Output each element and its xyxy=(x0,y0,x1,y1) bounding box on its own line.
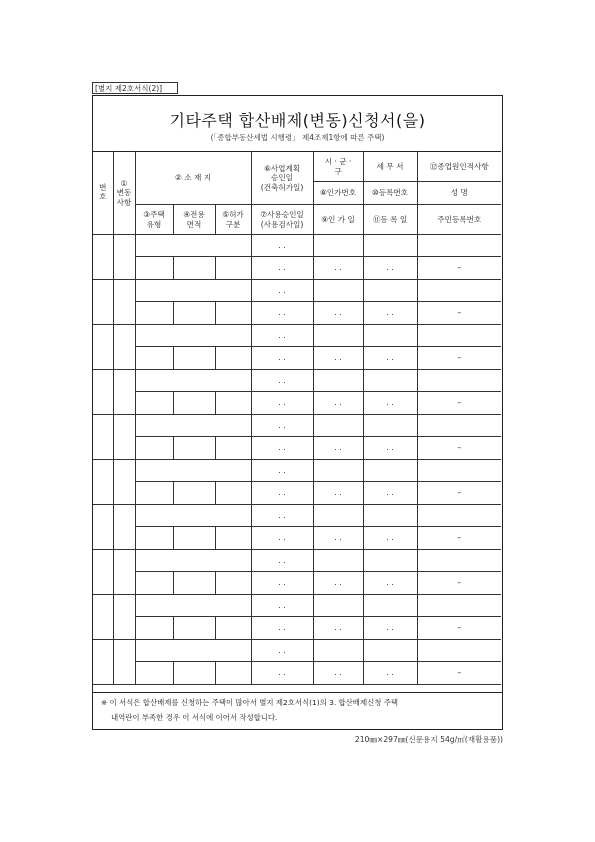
entry-row-bottom xyxy=(93,437,501,460)
entry-house-type-cell[interactable] xyxy=(135,347,173,370)
entry-location-cell[interactable] xyxy=(135,640,251,662)
entry-change-cell[interactable] xyxy=(113,550,135,595)
entry-reg-date-cell[interactable]: . . xyxy=(363,617,417,640)
entry-name-cell[interactable] xyxy=(417,595,501,617)
entry-change-cell[interactable] xyxy=(113,235,135,280)
entry-use-approval-date-cell[interactable]: . . xyxy=(251,662,313,685)
entry-house-type-cell[interactable] xyxy=(135,527,173,550)
form-number-tag: [별지 제2호서식(2)] xyxy=(92,82,178,94)
entry-row-top xyxy=(93,460,501,482)
entry-row-top xyxy=(93,640,501,662)
entry-permit-date-cell[interactable]: . . xyxy=(313,257,363,280)
form-frame xyxy=(92,95,503,730)
entry-name-cell[interactable] xyxy=(417,325,501,347)
entry-permit-date-cell[interactable]: . . xyxy=(313,347,363,370)
entry-approval-date-cell[interactable]: . . xyxy=(251,460,313,482)
header-number: 번호 xyxy=(93,152,113,235)
entry-reg-no-cell[interactable] xyxy=(363,640,417,662)
entry-name-cell[interactable] xyxy=(417,550,501,572)
entry-name-cell[interactable] xyxy=(417,280,501,302)
entry-resident-no-cell[interactable]: – xyxy=(417,257,501,280)
entry-number-cell[interactable] xyxy=(93,415,113,460)
entry-house-type-cell[interactable] xyxy=(135,257,173,280)
entry-area-cell[interactable] xyxy=(173,572,215,595)
entry-permit-no-cell[interactable] xyxy=(313,505,363,527)
entry-permit-no-cell[interactable] xyxy=(313,370,363,392)
entry-resident-no-cell[interactable]: – xyxy=(417,302,501,325)
entry-row-top xyxy=(93,325,501,347)
entry-row-top xyxy=(93,370,501,392)
entry-change-cell[interactable] xyxy=(113,460,135,505)
entry-permit-type-cell[interactable] xyxy=(215,527,251,550)
header-approval-date: ⑥사업계획 승인일 (건축허가일) xyxy=(251,152,313,205)
entry-row-bottom xyxy=(93,662,501,685)
header-house-type: ③주택 유형 xyxy=(135,205,173,235)
entry-reg-date-cell[interactable]: . . xyxy=(363,572,417,595)
entry-permit-date-cell[interactable]: . . xyxy=(313,617,363,640)
entry-resident-no-cell[interactable]: – xyxy=(417,437,501,460)
entry-row-bottom xyxy=(93,302,501,325)
entry-reg-date-cell[interactable]: . . xyxy=(363,347,417,370)
entry-resident-no-cell[interactable]: – xyxy=(417,617,501,640)
entry-reg-date-cell[interactable]: . . xyxy=(363,662,417,685)
entry-house-type-cell[interactable] xyxy=(135,662,173,685)
entry-permit-no-cell[interactable] xyxy=(313,595,363,617)
entry-permit-type-cell[interactable] xyxy=(215,617,251,640)
entry-name-cell[interactable] xyxy=(417,640,501,662)
entry-reg-no-cell[interactable] xyxy=(363,550,417,572)
entry-reg-date-cell[interactable]: . . xyxy=(363,392,417,415)
entry-permit-type-cell[interactable] xyxy=(215,392,251,415)
entry-house-type-cell[interactable] xyxy=(135,437,173,460)
entry-permit-date-cell[interactable]: . . xyxy=(313,437,363,460)
entry-reg-date-cell[interactable]: . . xyxy=(363,302,417,325)
entry-location-cell[interactable] xyxy=(135,550,251,572)
entry-change-cell[interactable] xyxy=(113,370,135,415)
entry-area-cell[interactable] xyxy=(173,437,215,460)
entry-permit-date-cell[interactable]: . . xyxy=(313,482,363,505)
note-line-1: ※ 이 서식은 합산배제를 신청하는 주택이 많아서 별지 제2호서식(1)의 3. 합산배제신청 주택 xyxy=(101,698,398,707)
entry-approval-date-cell[interactable]: . . xyxy=(251,325,313,347)
header-location: ② 소 재 지 xyxy=(135,152,251,205)
entry-resident-no-cell[interactable]: – xyxy=(417,392,501,415)
entry-approval-date-cell[interactable]: . . xyxy=(251,280,313,302)
entry-permit-type-cell[interactable] xyxy=(215,257,251,280)
entry-row-top xyxy=(93,235,501,257)
entry-use-approval-date-cell[interactable]: . . xyxy=(251,347,313,370)
entry-approval-date-cell[interactable]: . . xyxy=(251,370,313,392)
header-area: ④전용 면적 xyxy=(173,205,215,235)
entry-number-cell[interactable] xyxy=(93,595,113,640)
entry-change-cell[interactable] xyxy=(113,595,135,640)
entry-number-cell[interactable] xyxy=(93,550,113,595)
entry-area-cell[interactable] xyxy=(173,257,215,280)
entry-row-top xyxy=(93,505,501,527)
entry-reg-date-cell[interactable]: . . xyxy=(363,482,417,505)
entry-approval-date-cell[interactable]: . . xyxy=(251,235,313,257)
entry-approval-date-cell[interactable]: . . xyxy=(251,550,313,572)
entry-permit-no-cell[interactable] xyxy=(313,640,363,662)
entry-house-type-cell[interactable] xyxy=(135,302,173,325)
header-permit-type: ⑤허가 구분 xyxy=(215,205,251,235)
entry-reg-date-cell[interactable]: . . xyxy=(363,437,417,460)
form-note xyxy=(93,692,502,728)
entry-reg-date-cell[interactable]: . . xyxy=(363,527,417,550)
entry-area-cell[interactable] xyxy=(173,527,215,550)
entry-number-cell[interactable] xyxy=(93,370,113,415)
entry-area-cell[interactable] xyxy=(173,662,215,685)
entry-permit-type-cell[interactable] xyxy=(215,437,251,460)
header-change: ① 변동 사항 xyxy=(113,152,135,235)
entry-location-cell[interactable] xyxy=(135,235,251,257)
entry-change-cell[interactable] xyxy=(113,325,135,370)
entry-row-bottom xyxy=(93,257,501,280)
entry-house-type-cell[interactable] xyxy=(135,617,173,640)
entry-reg-no-cell[interactable] xyxy=(363,325,417,347)
form-title: 기타주택 합산배제(변동)신청서(을) xyxy=(169,111,426,130)
entry-row-bottom xyxy=(93,572,501,595)
header-reg-no: ⑩등록번호 xyxy=(363,182,417,205)
entry-reg-no-cell[interactable] xyxy=(363,460,417,482)
entry-location-cell[interactable] xyxy=(135,505,251,527)
entry-row-bottom xyxy=(93,392,501,415)
entry-change-cell[interactable] xyxy=(113,415,135,460)
entry-use-approval-date-cell[interactable]: . . xyxy=(251,302,313,325)
entry-row-top xyxy=(93,415,501,437)
application-table xyxy=(93,151,501,685)
header-resident-no: 주민등록번호 xyxy=(417,205,501,235)
entry-permit-no-cell[interactable] xyxy=(313,325,363,347)
entry-row-bottom xyxy=(93,482,501,505)
entry-permit-date-cell[interactable]: . . xyxy=(313,572,363,595)
entry-resident-no-cell[interactable]: – xyxy=(417,572,501,595)
entry-row-top xyxy=(93,550,501,572)
entry-use-approval-date-cell[interactable]: . . xyxy=(251,257,313,280)
entry-location-cell[interactable] xyxy=(135,325,251,347)
entry-row-bottom xyxy=(93,347,501,370)
header-sigungu: 시 · 군 · 구 xyxy=(313,152,363,182)
entry-permit-date-cell[interactable]: . . xyxy=(313,302,363,325)
entry-location-cell[interactable] xyxy=(135,370,251,392)
entry-name-cell[interactable] xyxy=(417,415,501,437)
entry-reg-date-cell[interactable]: . . xyxy=(363,257,417,280)
entry-permit-type-cell[interactable] xyxy=(215,482,251,505)
entry-use-approval-date-cell[interactable]: . . xyxy=(251,527,313,550)
entry-use-approval-date-cell[interactable]: . . xyxy=(251,617,313,640)
entry-row-bottom xyxy=(93,617,501,640)
entry-name-cell[interactable] xyxy=(417,235,501,257)
entry-reg-no-cell[interactable] xyxy=(363,415,417,437)
entry-change-cell[interactable] xyxy=(113,505,135,550)
entry-use-approval-date-cell[interactable]: . . xyxy=(251,482,313,505)
entry-resident-no-cell[interactable]: – xyxy=(417,482,501,505)
entry-house-type-cell[interactable] xyxy=(135,572,173,595)
note-line-2: 내역란이 부족한 경우 이 서식에 이어서 작성합니다. xyxy=(111,713,278,722)
form-subtitle: (「종합부동산세법 시행령」 제4조제1항에 따른 주택) xyxy=(210,133,385,142)
header-name: 성 명 xyxy=(417,182,501,205)
entry-use-approval-date-cell[interactable]: . . xyxy=(251,392,313,415)
entry-number-cell[interactable] xyxy=(93,325,113,370)
paper-spec: 210㎜×297㎜(신문용지 54g/㎡(재활용품)) xyxy=(354,735,503,744)
entry-number-cell[interactable] xyxy=(93,505,113,550)
entry-location-cell[interactable] xyxy=(135,415,251,437)
header-permit-date: ⑨인 가 일 xyxy=(313,205,363,235)
entry-location-cell[interactable] xyxy=(135,280,251,302)
header-tax-office: 세 무 서 xyxy=(363,152,417,182)
entry-permit-no-cell[interactable] xyxy=(313,415,363,437)
entry-resident-no-cell[interactable]: – xyxy=(417,527,501,550)
entry-area-cell[interactable] xyxy=(173,302,215,325)
entry-reg-no-cell[interactable] xyxy=(363,280,417,302)
entry-reg-no-cell[interactable] xyxy=(363,505,417,527)
header-permit-no: ⑧인가번호 xyxy=(313,182,363,205)
entry-permit-date-cell[interactable]: . . xyxy=(313,662,363,685)
entry-house-type-cell[interactable] xyxy=(135,392,173,415)
header-use-approval-date: ⑦사용승인일 (사용검사일) xyxy=(251,205,313,235)
entry-resident-no-cell[interactable]: – xyxy=(417,662,501,685)
entry-permit-no-cell[interactable] xyxy=(313,550,363,572)
entry-area-cell[interactable] xyxy=(173,482,215,505)
entry-change-cell[interactable] xyxy=(113,640,135,685)
entry-permit-type-cell[interactable] xyxy=(215,302,251,325)
entry-house-type-cell[interactable] xyxy=(135,482,173,505)
entry-number-cell[interactable] xyxy=(93,280,113,325)
entry-area-cell[interactable] xyxy=(173,617,215,640)
entry-reg-no-cell[interactable] xyxy=(363,370,417,392)
entry-location-cell[interactable] xyxy=(135,595,251,617)
entry-row-bottom xyxy=(93,527,501,550)
entry-reg-no-cell[interactable] xyxy=(363,235,417,257)
entry-permit-type-cell[interactable] xyxy=(215,662,251,685)
entry-permit-type-cell[interactable] xyxy=(215,347,251,370)
entry-use-approval-date-cell[interactable]: . . xyxy=(251,437,313,460)
entry-approval-date-cell[interactable]: . . xyxy=(251,595,313,617)
entry-area-cell[interactable] xyxy=(173,392,215,415)
header-employee: ⑫종업원인적사항 xyxy=(417,152,501,182)
entry-name-cell[interactable] xyxy=(417,370,501,392)
entry-approval-date-cell[interactable]: . . xyxy=(251,415,313,437)
entry-permit-type-cell[interactable] xyxy=(215,572,251,595)
entry-reg-no-cell[interactable] xyxy=(363,595,417,617)
entry-name-cell[interactable] xyxy=(417,460,501,482)
entry-number-cell[interactable] xyxy=(93,460,113,505)
entry-approval-date-cell[interactable]: . . xyxy=(251,505,313,527)
entry-row-top xyxy=(93,595,501,617)
entry-permit-no-cell[interactable] xyxy=(313,460,363,482)
entry-approval-date-cell[interactable]: . . xyxy=(251,640,313,662)
entry-resident-no-cell[interactable]: – xyxy=(417,347,501,370)
entry-area-cell[interactable] xyxy=(173,347,215,370)
header-reg-date: ⑪등 록 일 xyxy=(363,205,417,235)
entry-use-approval-date-cell[interactable]: . . xyxy=(251,572,313,595)
entry-number-cell[interactable] xyxy=(93,235,113,280)
entry-change-cell[interactable] xyxy=(113,280,135,325)
entry-row-top xyxy=(93,280,501,302)
entry-location-cell[interactable] xyxy=(135,460,251,482)
entry-permit-date-cell[interactable]: . . xyxy=(313,527,363,550)
entry-permit-no-cell[interactable] xyxy=(313,235,363,257)
entry-permit-date-cell[interactable]: . . xyxy=(313,392,363,415)
entry-number-cell[interactable] xyxy=(93,640,113,685)
entry-name-cell[interactable] xyxy=(417,505,501,527)
entry-permit-no-cell[interactable] xyxy=(313,280,363,302)
